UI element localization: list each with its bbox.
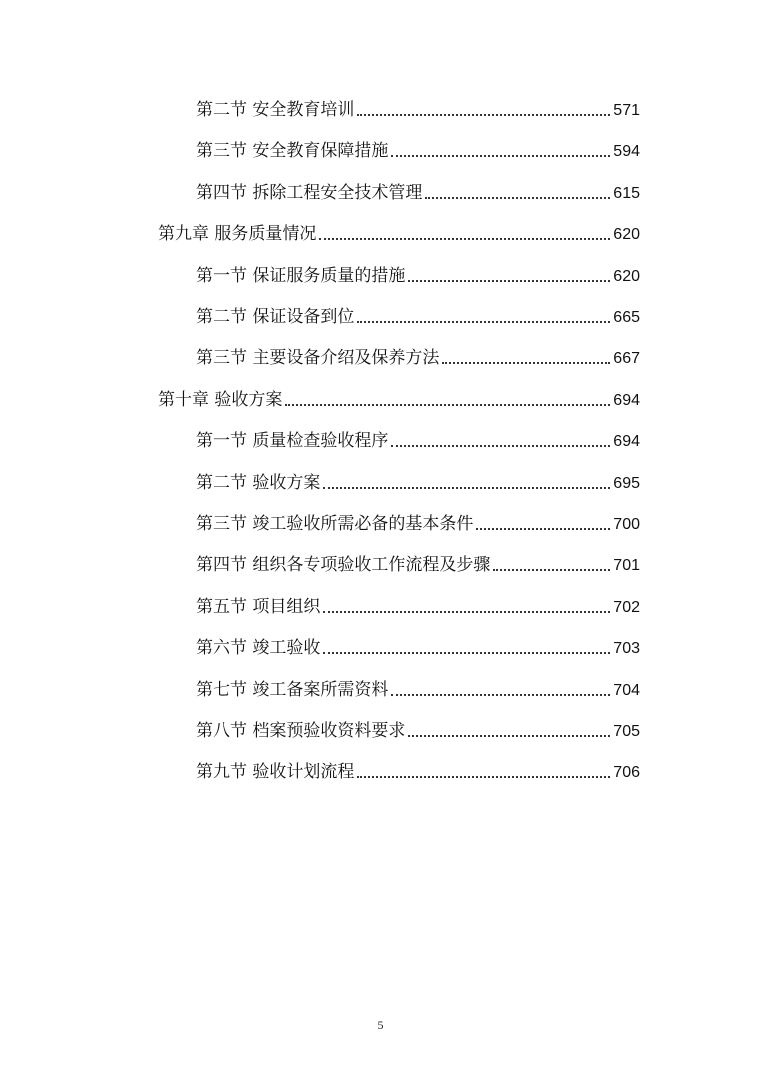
toc-entry-page: 695 bbox=[613, 474, 640, 492]
toc-entry-title: 第一节 保证服务质量的措施 bbox=[196, 265, 406, 286]
toc-entry-title: 第一节 质量检查验收程序 bbox=[196, 431, 389, 452]
toc-entry-page: 700 bbox=[613, 516, 640, 533]
toc-section-entry[interactable] bbox=[196, 256, 640, 296]
toc-entry-title: 第四节 组织各专项验收工作流程及步骤 bbox=[196, 555, 491, 576]
toc-section-entry[interactable] bbox=[196, 463, 640, 503]
toc-entry-page: 571 bbox=[613, 102, 640, 119]
toc-section-entry[interactable] bbox=[196, 504, 640, 544]
toc-chapter-entry[interactable] bbox=[158, 380, 640, 420]
toc-entry-page: 667 bbox=[613, 350, 640, 368]
toc-entry-title: 第三节 安全教育保障措施 bbox=[196, 141, 389, 162]
toc-section-entry[interactable] bbox=[196, 587, 640, 627]
toc-entry-title: 第二节 验收方案 bbox=[196, 472, 321, 493]
toc-entry-page: 702 bbox=[613, 598, 640, 616]
dot-leader bbox=[357, 114, 610, 116]
dot-leader bbox=[408, 280, 610, 282]
toc-entry-page: 704 bbox=[613, 681, 640, 699]
dot-leader bbox=[425, 197, 610, 199]
dot-leader bbox=[391, 694, 610, 696]
dot-leader bbox=[323, 652, 610, 654]
toc-entry-page: 620 bbox=[613, 226, 640, 244]
toc-entry-title: 第六节 竣工验收 bbox=[196, 638, 321, 659]
dot-leader bbox=[323, 611, 610, 613]
toc-entry-page: 706 bbox=[613, 764, 640, 782]
page-number: 5 bbox=[377, 1018, 384, 1032]
toc-entry-page: 703 bbox=[613, 640, 640, 658]
toc-section-entry[interactable] bbox=[196, 545, 640, 585]
toc-chapter-entry[interactable] bbox=[158, 214, 640, 254]
dot-leader bbox=[357, 321, 610, 323]
toc-entry-page: 615 bbox=[613, 184, 640, 202]
dot-leader bbox=[323, 487, 610, 489]
toc-entry-page: 694 bbox=[613, 433, 640, 451]
toc-section-entry[interactable] bbox=[196, 90, 640, 130]
toc-entry-title: 第二节 安全教育培训 bbox=[196, 100, 355, 120]
toc-entry-page: 701 bbox=[613, 557, 640, 575]
toc-entry-page: 694 bbox=[613, 391, 640, 409]
toc-entry-title: 第十章 验收方案 bbox=[158, 389, 283, 410]
toc-section-entry[interactable] bbox=[196, 711, 640, 751]
dot-leader bbox=[357, 776, 610, 778]
dot-leader bbox=[408, 735, 610, 737]
toc-entry-page: 705 bbox=[613, 723, 640, 740]
toc-entry-page: 620 bbox=[613, 267, 640, 285]
toc-entry-title: 第三节 主要设备介绍及保养方法 bbox=[196, 348, 440, 369]
toc-entry-title: 第九节 验收计划流程 bbox=[196, 762, 355, 783]
toc-section-entry[interactable] bbox=[196, 670, 640, 710]
dot-leader bbox=[493, 569, 610, 571]
toc-section-entry[interactable] bbox=[196, 338, 640, 378]
dot-leader bbox=[391, 155, 610, 157]
dot-leader bbox=[285, 404, 610, 406]
toc-section-entry[interactable] bbox=[196, 752, 640, 792]
toc-section-entry[interactable] bbox=[196, 421, 640, 461]
toc-entry-page: 665 bbox=[613, 309, 640, 326]
toc-entry-title: 第四节 拆除工程安全技术管理 bbox=[196, 182, 423, 203]
toc-section-entry[interactable] bbox=[196, 628, 640, 668]
toc-entry-title: 第二节 保证设备到位 bbox=[196, 307, 355, 327]
toc-entry-title: 第七节 竣工备案所需资料 bbox=[196, 679, 389, 700]
toc-section-entry[interactable] bbox=[196, 173, 640, 213]
toc-entry-title: 第三节 竣工验收所需必备的基本条件 bbox=[196, 514, 474, 534]
toc-section-entry[interactable] bbox=[196, 297, 640, 337]
dot-leader bbox=[476, 528, 610, 530]
dot-leader bbox=[319, 238, 610, 240]
toc-entry-title: 第九章 服务质量情况 bbox=[158, 224, 317, 245]
toc-entry-title: 第五节 项目组织 bbox=[196, 596, 321, 617]
dot-leader bbox=[442, 362, 610, 364]
toc-entry-title: 第八节 档案预验收资料要求 bbox=[196, 721, 406, 741]
toc-section-entry[interactable] bbox=[196, 131, 640, 171]
toc-entry-page: 594 bbox=[613, 143, 640, 161]
dot-leader bbox=[391, 445, 610, 447]
